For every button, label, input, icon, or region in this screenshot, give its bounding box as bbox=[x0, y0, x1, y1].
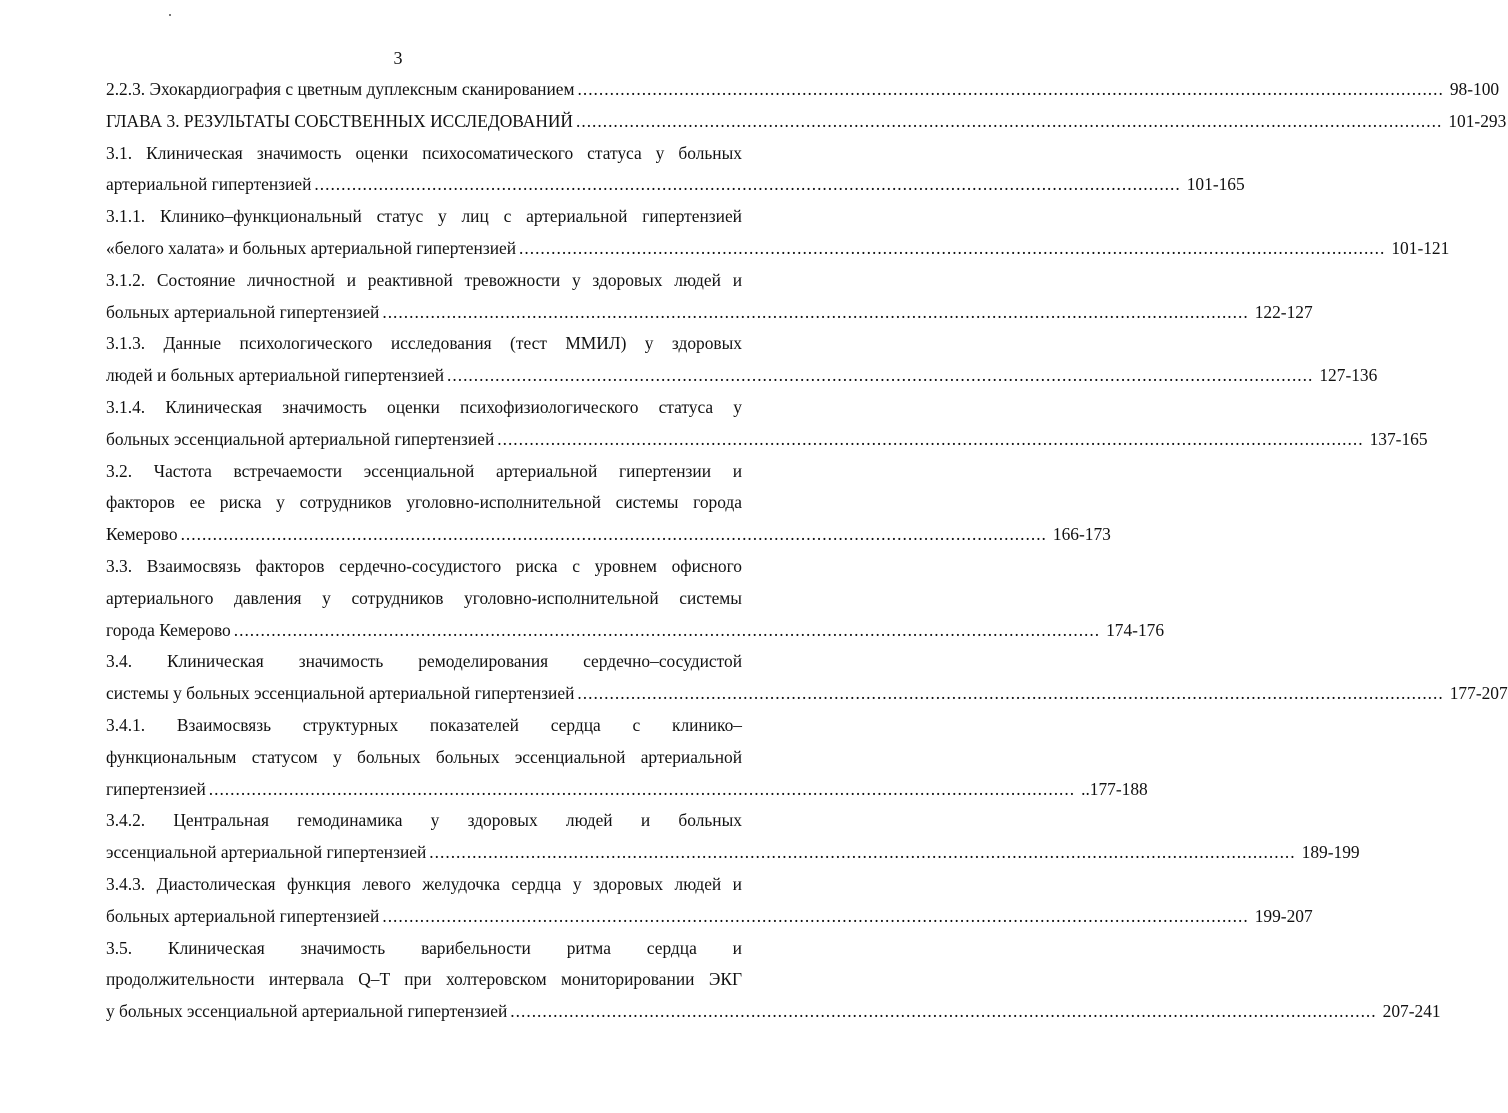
toc-entry-pages: 122-127 bbox=[1254, 301, 1313, 322]
toc-entry-title: гипертензией bbox=[106, 778, 206, 799]
toc-entry-line: 3.1. Клиническая значимость оценки психосоматического статуса у больных bbox=[106, 142, 742, 163]
dot-leader: .................................................................................................................................................................. bbox=[577, 683, 1444, 704]
toc-entry-title: больных артериальной гипертензией bbox=[106, 301, 380, 322]
toc-entry-title: больных эссенциальной артериальной гипертензией bbox=[106, 428, 495, 449]
toc-entry-pages: 137-165 bbox=[1369, 428, 1428, 449]
dot-leader: .................................................................................................................................................................. bbox=[180, 524, 1047, 545]
toc-entry[interactable] bbox=[106, 869, 1313, 933]
dot-leader: .................................................................................................................................................................. bbox=[429, 842, 1296, 863]
toc-entry[interactable] bbox=[106, 710, 1148, 805]
dot-leader: .................................................................................................................................................................. bbox=[382, 301, 1249, 322]
toc-entry-title: «белого халата» и больных артериальной гипертензией bbox=[106, 237, 517, 258]
toc-entry-row bbox=[106, 519, 1111, 551]
table-of-contents bbox=[106, 74, 1508, 1028]
toc-entry-title: эссенциальной артериальной гипертензией bbox=[106, 842, 427, 863]
toc-entry-pages: 207-241 bbox=[1382, 1001, 1441, 1022]
toc-entry-pages: 127-136 bbox=[1319, 365, 1378, 386]
dot-leader: .................................................................................................................................................................. bbox=[576, 110, 1443, 131]
toc-entry-line: 3.5. Клиническая значимость варибельности ритма сердца и bbox=[106, 937, 742, 958]
toc-entry-pages: 199-207 bbox=[1254, 905, 1313, 926]
toc-entry-pages: 101-293 bbox=[1448, 110, 1507, 131]
toc-entry-line: 3.4.2. Центральная гемодинамика у здоровых людей и больных bbox=[106, 810, 742, 831]
toc-entry-pages: 189-199 bbox=[1301, 842, 1360, 863]
toc-entry-line: функциональным статусом у больных больных эссенциальной артериальной bbox=[106, 746, 742, 767]
toc-entry-row bbox=[106, 837, 1360, 869]
scan-speck bbox=[169, 14, 171, 16]
toc-entry-pages: 98-100 bbox=[1449, 79, 1500, 99]
toc-entry-row bbox=[106, 106, 1507, 138]
toc-entry-title: больных артериальной гипертензией bbox=[106, 905, 380, 926]
dot-leader: .................................................................................................................................................................. bbox=[447, 365, 1314, 386]
toc-entry[interactable] bbox=[106, 201, 1450, 265]
toc-entry-row bbox=[106, 774, 1148, 806]
toc-entry[interactable] bbox=[106, 646, 1508, 710]
toc-entry-line: 3.4. Клиническая значимость ремоделирования сердечно–сосудистой bbox=[106, 651, 742, 672]
toc-entry-row bbox=[106, 233, 1450, 265]
toc-entry-row bbox=[106, 901, 1313, 933]
toc-entry-line: 3.1.3. Данные психологического исследования (тест ММИЛ) у здоровых bbox=[106, 333, 742, 354]
toc-entry-row bbox=[106, 297, 1313, 329]
toc-entry-title: города Кемерово bbox=[106, 619, 231, 640]
toc-entry-title: людей и больных артериальной гипертензией bbox=[106, 365, 445, 386]
toc-entry-row bbox=[106, 169, 1245, 201]
dot-leader: .................................................................................................................................................................. bbox=[519, 237, 1386, 258]
toc-entry-row bbox=[106, 424, 1428, 456]
toc-entry-line: 3.3. Взаимосвязь факторов сердечно-сосудистого риска с уровнем офисного bbox=[106, 555, 742, 576]
toc-entry[interactable] bbox=[106, 933, 1441, 1028]
toc-entry-title: артериальной гипертензией bbox=[106, 174, 312, 195]
toc-entry-pages: 101-165 bbox=[1186, 174, 1245, 195]
toc-entry-line: 3.1.1. Клинико–функциональный статус у лиц с артериальной гипертензией bbox=[106, 206, 742, 227]
toc-entry[interactable] bbox=[106, 138, 1245, 202]
toc-entry-pages: 166-173 bbox=[1052, 524, 1111, 545]
toc-entry-line: 3.4.1. Взаимосвязь структурных показателей сердца с клинико– bbox=[106, 714, 742, 735]
toc-entry[interactable] bbox=[106, 265, 1313, 329]
toc-entry-title: у больных эссенциальной артериальной гипертензией bbox=[106, 1001, 508, 1022]
toc-entry[interactable] bbox=[106, 456, 1111, 551]
toc-entry-row bbox=[106, 74, 1500, 106]
toc-entry-line: 3.1.2. Состояние личностной и реактивной тревожности у здоровых людей и bbox=[106, 269, 742, 290]
dot-leader: .................................................................................................................................................................. bbox=[382, 905, 1249, 926]
toc-entry-line: артериального давления у сотрудников уголовно-исполнительной системы bbox=[106, 587, 742, 608]
dot-leader: .................................................................................................................................................................. bbox=[233, 619, 1101, 640]
toc-entry-line: 3.4.3. Диастолическая функция левого желудочка сердца у здоровых людей и bbox=[106, 873, 742, 894]
toc-entry[interactable] bbox=[106, 392, 1428, 456]
toc-entry-row bbox=[106, 678, 1508, 710]
toc-entry-pages: 174-176 bbox=[1106, 619, 1165, 640]
dot-leader: .................................................................................................................................................................. bbox=[577, 79, 1444, 99]
toc-entry-title: 2.2.3. Эхокардиография с цветным дуплексным сканированием bbox=[106, 79, 575, 99]
toc-entry-line: факторов ее риска у сотрудников уголовно-исполнительной системы города bbox=[106, 492, 742, 513]
dot-leader: .................................................................................................................................................................. bbox=[497, 428, 1364, 449]
page-number: 3 bbox=[393, 48, 403, 68]
toc-entry-row bbox=[106, 360, 1378, 392]
toc-entry-line: 3.2. Частота встречаемости эссенциальной артериальной гипертензии и bbox=[106, 460, 742, 481]
toc-entry-pages: 101-121 bbox=[1391, 237, 1450, 258]
toc-entry-row bbox=[106, 615, 1165, 647]
toc-entry[interactable] bbox=[106, 328, 1378, 392]
toc-entry-line: продолжительности интервала Q–T при холтеровском мониторировании ЭКГ bbox=[106, 969, 742, 990]
toc-entry-pages: ..177-188 bbox=[1081, 778, 1148, 799]
toc-entry[interactable] bbox=[106, 106, 1507, 138]
toc-entry-title: системы у больных эссенциальной артериальной гипертензией bbox=[106, 683, 575, 704]
dot-leader: .................................................................................................................................................................. bbox=[314, 174, 1181, 195]
toc-entry-title: ГЛАВА 3. РЕЗУЛЬТАТЫ СОБСТВЕННЫХ ИССЛЕДОВАНИЙ bbox=[106, 110, 573, 131]
toc-entry-title: Кемерово bbox=[106, 524, 178, 545]
toc-entry[interactable] bbox=[106, 551, 1165, 646]
toc-entry-pages: 177-207 bbox=[1449, 683, 1508, 704]
dot-leader: .................................................................................................................................................................. bbox=[208, 778, 1076, 799]
toc-entry-line: 3.1.4. Клиническая значимость оценки психофизиологического статуса у bbox=[106, 396, 742, 417]
toc-entry[interactable] bbox=[106, 74, 1500, 106]
toc-entry[interactable] bbox=[106, 805, 1360, 869]
dot-leader: .................................................................................................................................................................. bbox=[510, 1001, 1377, 1022]
toc-entry-row bbox=[106, 996, 1441, 1028]
